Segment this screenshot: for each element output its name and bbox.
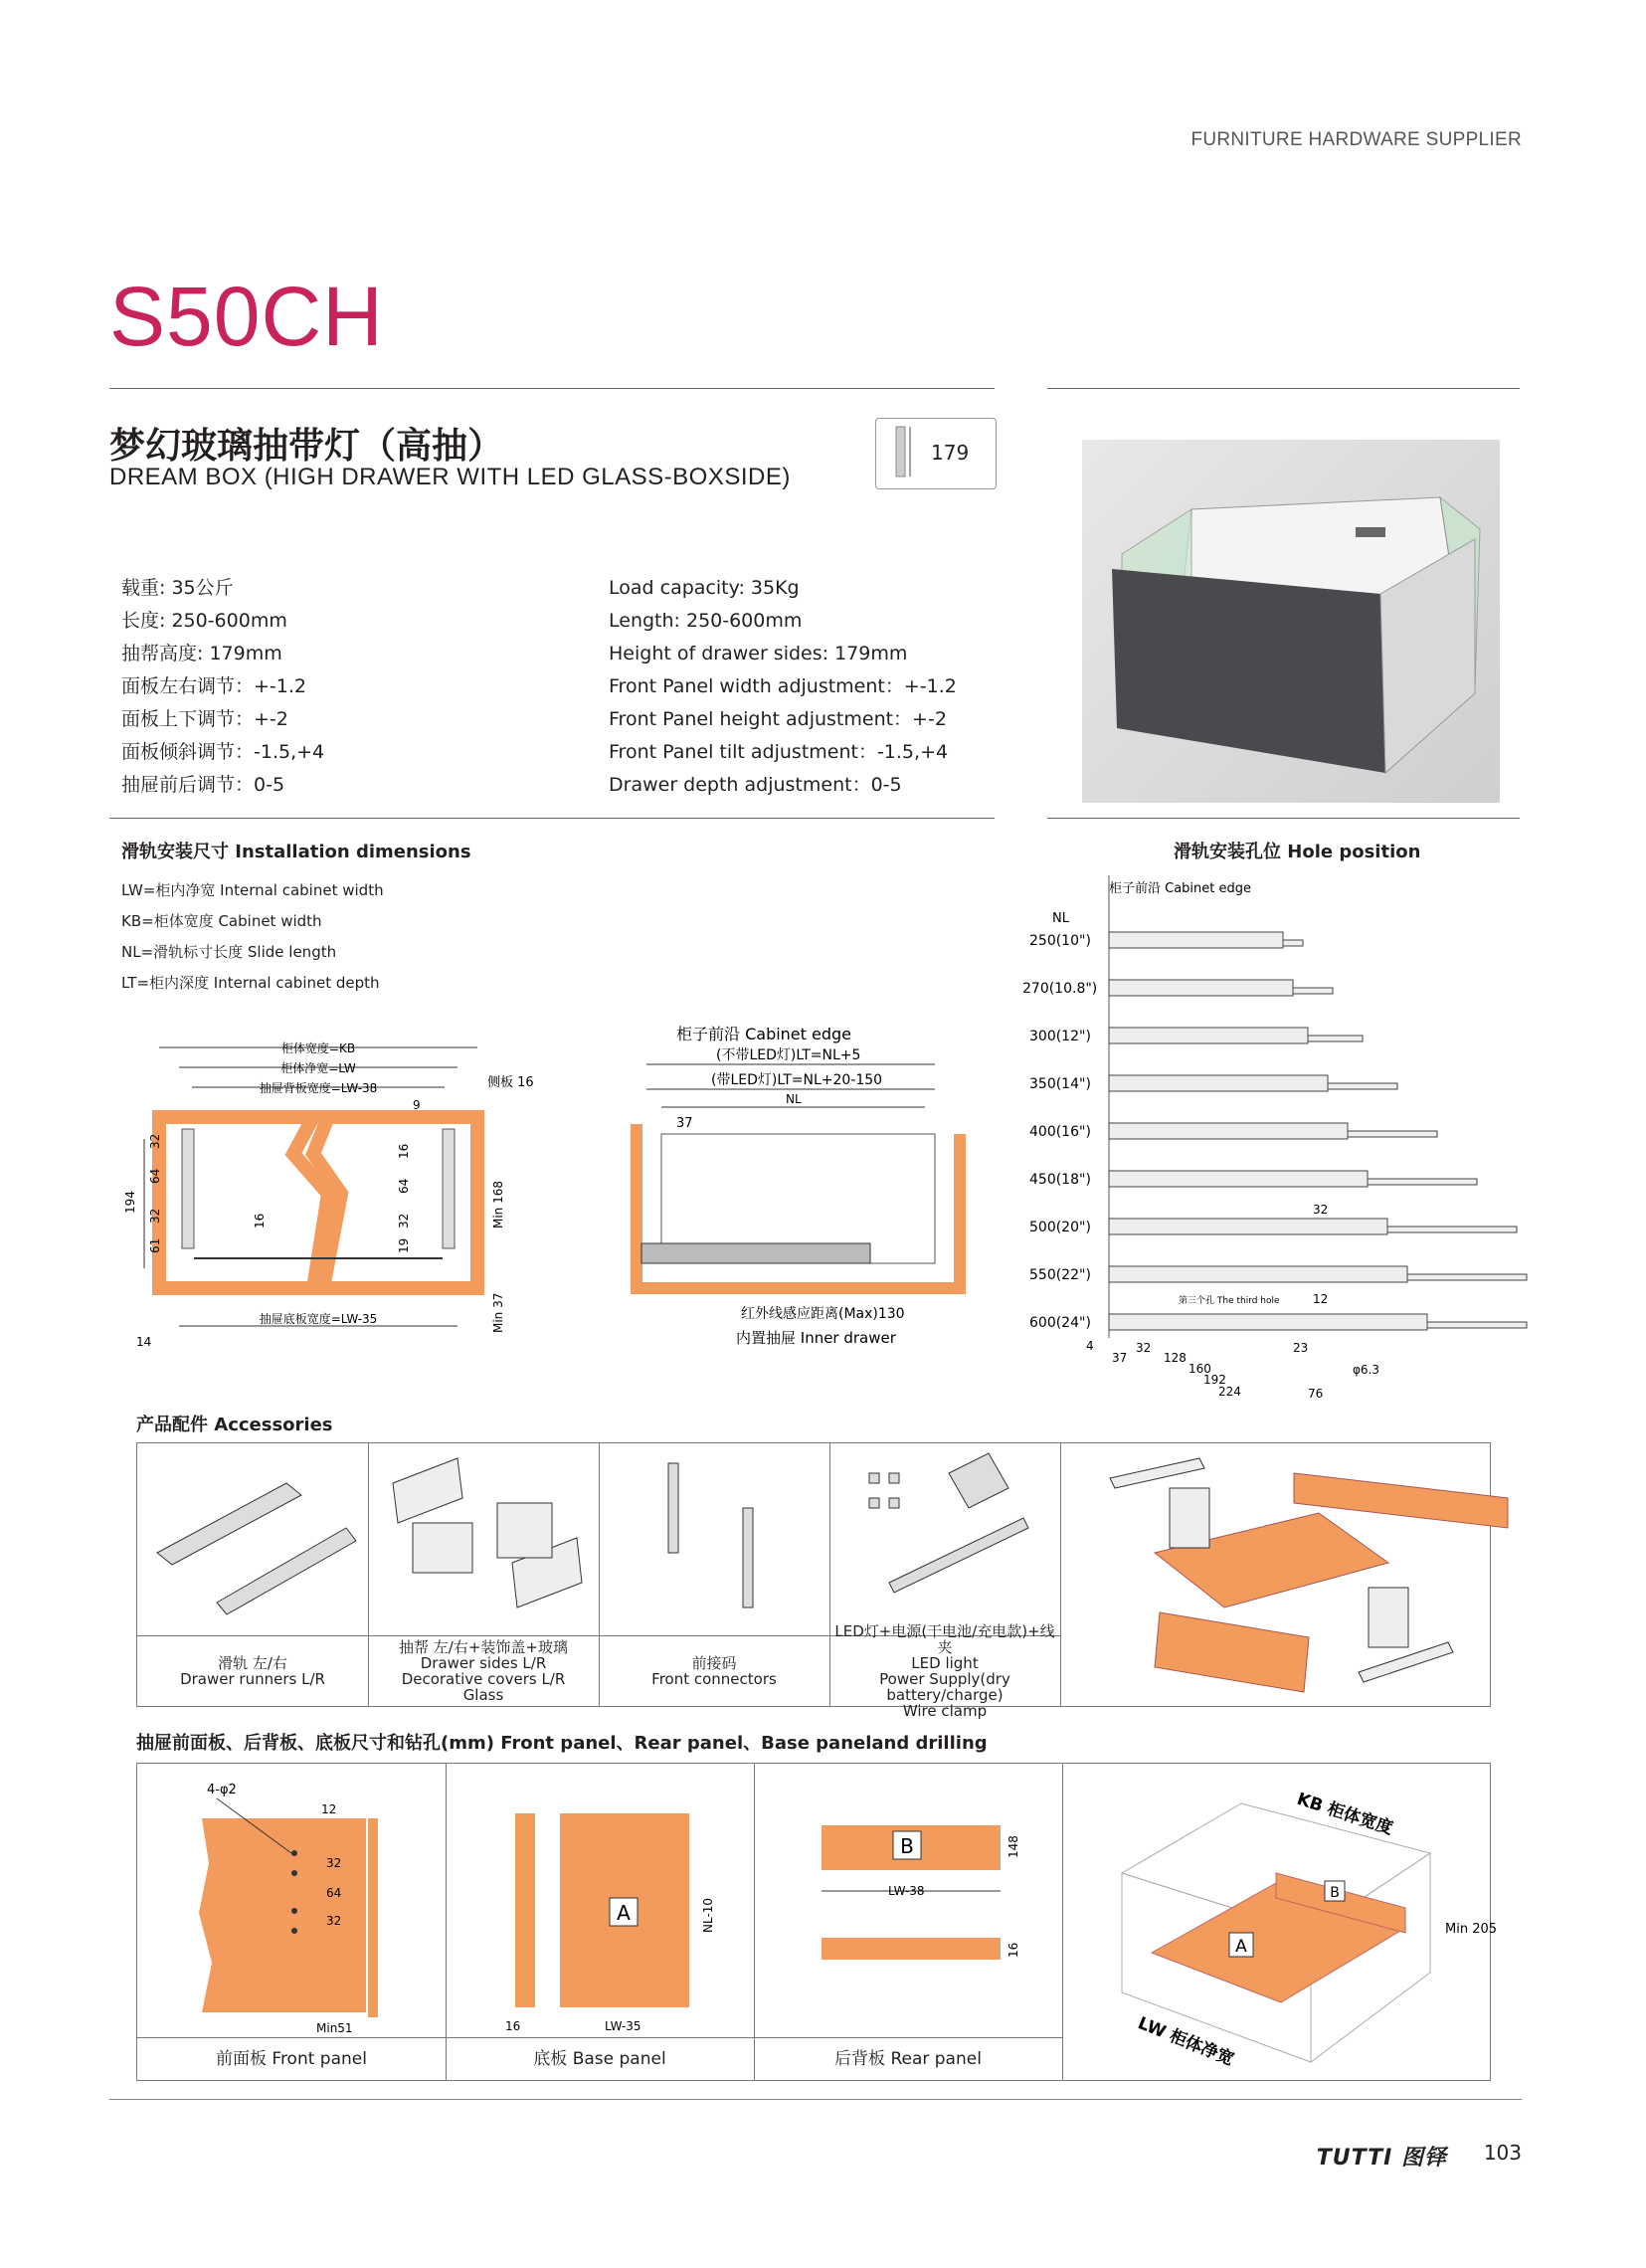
hole-dim: 76 [1308,1387,1324,1401]
accessory-label-en: Power Supply(dry battery/charge) [879,1670,1010,1704]
spec-line: 面板倾斜调节：-1.5,+4 [121,741,325,763]
iso-kb: KB 柜体宽度 [1294,1789,1395,1839]
spec-line: Front Panel tilt adjustment：-1.5,+4 [609,741,949,763]
hole-dim: 23 [1293,1341,1309,1355]
hole-nl: NL [1052,911,1069,926]
legend-line: NL=滑轨标寸长度 Slide length [121,943,337,961]
dim-32: 32 [148,1208,162,1224]
accessory-label-en: Front connectors [651,1670,777,1688]
accessory-label-en: Drawer sides L/R [420,1654,547,1672]
accessory-led [829,1443,1061,1720]
base-letter: A [617,1901,631,1925]
model-title: S50CH [109,270,384,363]
legend-line: LT=柜内深度 Internal cabinet depth [121,974,380,992]
spec-line: 长度: 250-600mm [121,610,287,632]
dim-16: 16 [397,1143,411,1159]
spec-line: Height of drawer sides: 179mm [609,643,908,664]
hole-dim: 32 [1136,1341,1152,1355]
front-panel-cell [137,1764,447,2080]
accessory-label-en: Wire clamp [902,1702,988,1720]
size-250: 250(10") [1029,933,1091,949]
spec-line: 面板左右调节：+-1.2 [121,675,306,697]
hole-dim: 37 [1112,1351,1128,1365]
dim-64: 64 [148,1168,162,1184]
panels-title: 抽屉前面板、后背板、底板尺寸和钻孔(mm) Front panel、Rear panel、Base paneland drilling [136,1733,988,1754]
dim-16: 16 [253,1213,267,1228]
hole-dim: 192 [1203,1373,1226,1387]
front-min: Min51 [316,2021,353,2035]
page-number: 103 [1483,2141,1522,2165]
product-photo [1082,440,1500,803]
rear-lw: LW-38 [888,1884,925,1898]
legend-line: KB=柜体宽度 Cabinet width [121,912,322,930]
brand-logo: TUTTI 图铎 [1316,2146,1447,2171]
accessory-label-cn: LED灯+电源(干电池/充电款)+线夹 [834,1622,1055,1656]
divider [1047,388,1520,389]
dim-14: 14 [136,1335,152,1349]
rear-panel-cell [754,1764,1063,2080]
cabinet-edge-label: 柜子前沿 Cabinet edge [676,1025,852,1043]
rear-panel-label: 后背板 Rear panel [754,2037,1062,2080]
spec-line: 抽屉前后调节：0-5 [121,774,285,796]
spec-line: 抽帮高度: 179mm [121,643,282,664]
dim-rear: 抽屉背板宽度=LW-38 [259,1081,378,1095]
size-500: 500(20") [1029,1220,1091,1235]
front-d64: 64 [326,1886,342,1900]
height-badge-value: 179 [931,441,970,465]
hole-dim: 128 [1164,1351,1187,1365]
rear-h148: 148 [1006,1835,1020,1858]
height-badge [875,418,997,489]
front-d32b: 32 [326,1914,342,1928]
rear-d16: 16 [1006,1942,1020,1958]
base-panel-label: 底板 Base panel [446,2037,754,2080]
nl-label: NL [786,1092,802,1106]
iso-letter-b: B [1330,1885,1340,1901]
spec-line: 载重: 35公斤 [121,577,234,599]
dim-61: 61 [148,1237,162,1253]
panels-table [136,1763,1498,2081]
iso-letter-a: A [1235,1937,1247,1957]
inner-drawer-label: 内置抽屉 Inner drawer [736,1329,896,1347]
install-title: 滑轨安装尺寸 Installation dimensions [121,842,471,862]
third-hole-label: 第三个孔 The third hole [1179,1296,1280,1306]
spec-line: Front Panel width adjustment：+-1.2 [609,675,957,697]
spec-line: Length: 250-600mm [609,610,803,632]
dim-kb: 柜体宽度=KB [280,1041,356,1055]
accessory-label-en: Glass [462,1686,504,1704]
base-d16: 16 [505,2019,521,2033]
iso-assembly-cell [1062,1764,1498,2080]
size-400: 400(16") [1029,1124,1091,1140]
size-450: 450(18") [1029,1172,1091,1188]
dim-64: 64 [397,1178,411,1194]
lt-no-led: (不带LED灯)LT=NL+5 [716,1047,861,1063]
legend-line: LW=柜内净宽 Internal cabinet width [121,881,384,899]
install-legend [121,875,384,999]
base-nl: NL-10 [701,1897,715,1933]
hole-dim: 12 [1313,1292,1329,1306]
spec-line: Drawer depth adjustment：0-5 [609,774,902,796]
hole-dim: 32 [1313,1203,1329,1217]
hole-title: 滑轨安装孔位 Hole position [1174,842,1421,862]
hole-dim: 224 [1218,1385,1241,1399]
product-title-cn: 梦幻玻璃抽带灯（高抽） [109,426,504,467]
specs-cn [121,572,324,802]
front-holes: 4-φ2 [207,1783,237,1797]
dim-194: 194 [123,1191,137,1214]
hole-dim: 4 [1086,1339,1094,1353]
lt-with-led: (带LED灯)LT=NL+20-150 [711,1072,883,1088]
dim-32: 32 [397,1213,411,1228]
accessory-label-cn: 滑轨 左/右 [218,1654,287,1672]
spec-line: Front Panel height adjustment：+-2 [609,708,947,730]
hole-dim: 160 [1189,1362,1211,1376]
dim-19: 19 [397,1237,411,1253]
accessory-label-en: LED light [911,1654,979,1672]
dim-9: 9 [413,1098,421,1112]
accessory-exploded-view [1060,1443,1490,1706]
divider [1047,818,1520,819]
side-view-diagram [617,1020,975,1363]
front-view-diagram [114,1030,572,1363]
size-550: 550(22") [1029,1267,1091,1283]
accessory-label-en: Drawer runners L/R [180,1670,325,1688]
front-d12: 12 [321,1802,337,1816]
hole-cabinet-edge: 柜子前沿 Cabinet edge [1109,881,1252,896]
base-lw: LW-35 [605,2019,641,2033]
accessory-sides [368,1443,600,1706]
product-title-en: DREAM BOX (HIGH DRAWER WITH LED GLASS-BOXSIDE) [109,464,791,490]
dim-min37: Min 37 [491,1292,505,1333]
iso-min: Min 205 [1445,1922,1498,1937]
hole-dim: φ6.3 [1353,1363,1379,1377]
iso-lw: LW 柜体净宽 [1135,2013,1237,2070]
spec-line: Load capacity: 35Kg [609,577,800,599]
footer-divider [109,2099,1522,2100]
dim-32: 32 [148,1133,162,1149]
spec-line: 面板上下调节：+-2 [121,708,288,730]
size-300: 300(12") [1029,1029,1091,1044]
size-350: 350(14") [1029,1076,1091,1092]
sensor-distance: 红外线感应距离(Max)130 [741,1306,905,1322]
front-d32a: 32 [326,1856,342,1870]
base-panel-cell [446,1764,755,2080]
size-270: 270(10.8") [1022,981,1098,997]
front-panel-label: 前面板 Front panel [137,2037,446,2080]
dim-base: 抽屉底板宽度=LW-35 [259,1312,378,1326]
rear-letter: B [900,1834,914,1858]
accessories-table [136,1442,1491,1720]
size-600: 600(24") [1029,1315,1091,1331]
accessory-connectors [599,1443,830,1706]
dim-min168: Min 168 [491,1180,505,1228]
accessory-runners [137,1443,369,1706]
hole-position-diagram [1024,870,1532,1408]
divider [109,388,995,389]
dim-37: 37 [676,1116,693,1131]
supplier-tagline: FURNITURE HARDWARE SUPPLIER [1190,129,1522,150]
accessories-title: 产品配件 Accessories [136,1415,333,1435]
specs-en [609,572,957,802]
divider [109,818,995,819]
accessory-label-cn: 抽帮 左/右+装饰盖+玻璃 [399,1638,568,1656]
dim-lw: 柜体净宽=LW [280,1061,356,1075]
accessory-label-en: Decorative covers L/R [401,1670,566,1688]
accessory-label-cn: 前接码 [691,1654,737,1672]
dim-side: 侧板 16 [487,1075,534,1090]
